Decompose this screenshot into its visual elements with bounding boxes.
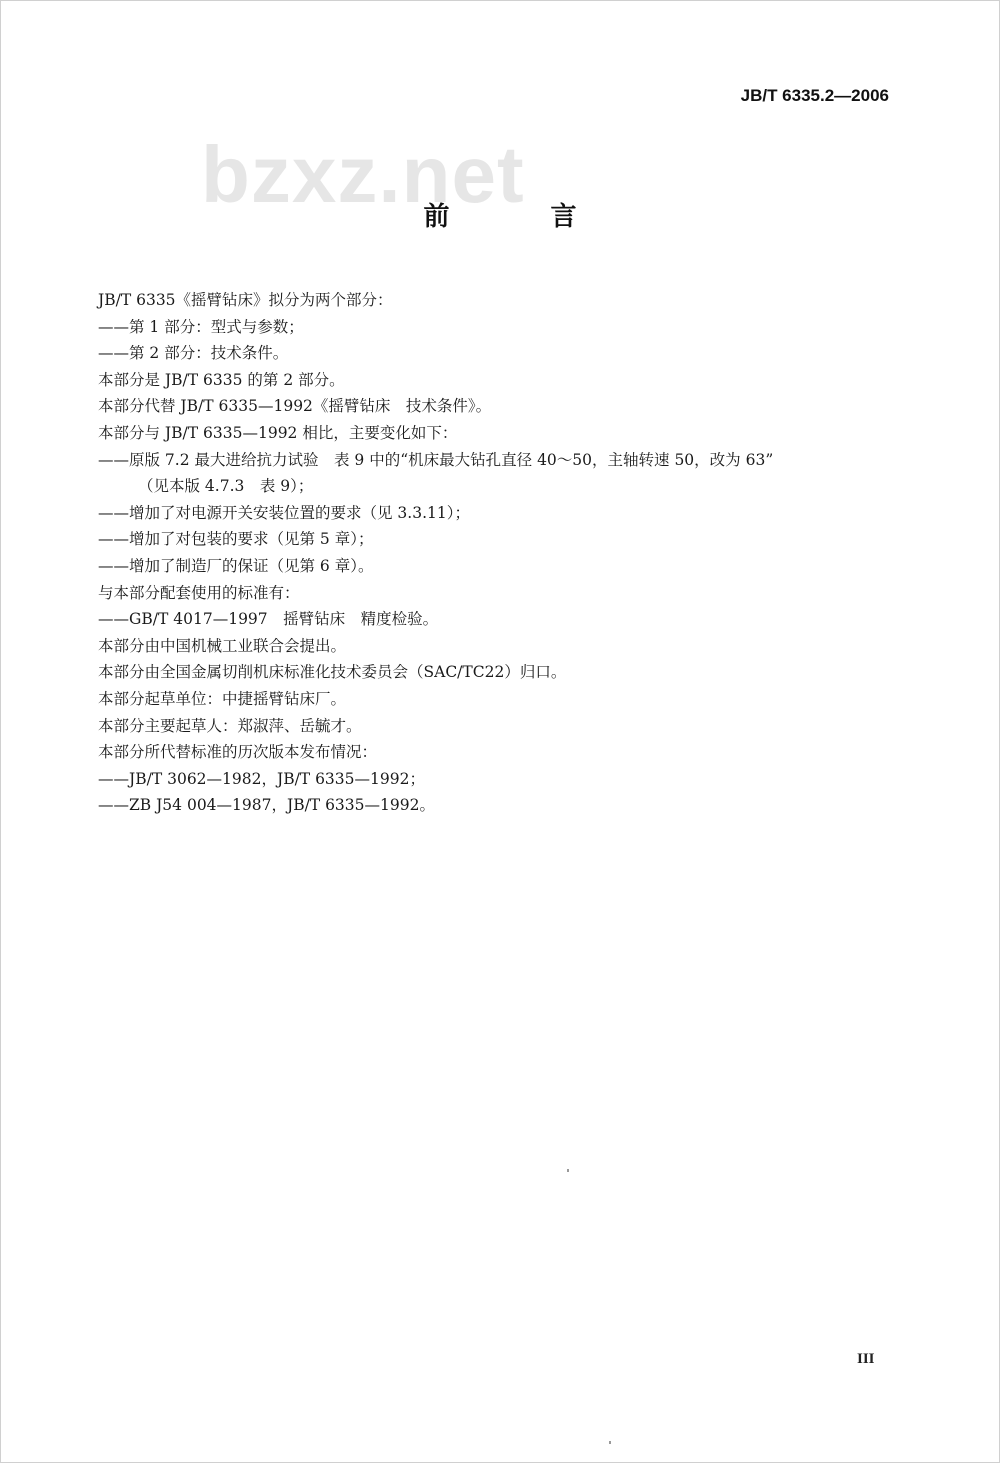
list-item-part-1: ——第 1 部分：型式与参数； xyxy=(98,317,304,336)
paragraph-under-jurisdiction: 本部分由全国金属切削机床标准化技术委员会（SAC/TC22）归口。 xyxy=(98,663,567,682)
paragraph-proposed-by: 本部分由中国机械工业联合会提出。 xyxy=(98,636,347,655)
page-number: III xyxy=(857,1351,875,1367)
paragraph-drafting-unit: 本部分起草单位：中捷摇臂钻床厂。 xyxy=(98,689,347,708)
paragraph-replaces: 本部分代替 JB/T 6335—1992《摇臂钻床 技术条件》。 xyxy=(98,397,492,416)
paragraph-previous-editions: 本部分所代替标准的历次版本发布情况： xyxy=(98,743,378,762)
scan-speck xyxy=(609,1441,611,1444)
list-item-change-3: ——增加了对包装的要求（见第 5 章）； xyxy=(98,530,374,549)
list-item-edition-2: ——ZB J54 004—1987，JB/T 6335—1992。 xyxy=(98,796,435,815)
paragraph-part-statement: 本部分是 JB/T 6335 的第 2 部分。 xyxy=(98,370,345,389)
intro-line: JB/T 6335《摇臂钻床》拟分为两个部分： xyxy=(98,291,393,309)
paragraph-drafters: 本部分主要起草人：郑淑萍、岳毓才。 xyxy=(98,716,362,735)
list-item-change-1: ——原版 7.2 最大进给抗力试验 表 9 中的“机床最大钻孔直径 40～50，主轴转速 50，改为 63” xyxy=(98,450,774,469)
paragraph-related-standards: 与本部分配套使用的标准有： xyxy=(98,583,300,602)
standard-number: JB/T 6335.2—2006 xyxy=(740,86,889,105)
list-item-change-4: ——增加了制造厂的保证（见第 6 章）。 xyxy=(98,556,374,575)
list-item-change-1-continued: （见本版 4.7.3 表 9）； xyxy=(138,477,314,496)
page-title: 前 言 xyxy=(423,202,623,232)
list-item-change-2: ——增加了对电源开关安装位置的要求（见 3.3.11）； xyxy=(98,503,470,522)
list-item-edition-1: ——JB/T 3062—1982，JB/T 6335—1992； xyxy=(98,769,425,788)
list-item-related-standard: ——GB/T 4017—1997 摇臂钻床 精度检验。 xyxy=(98,610,439,629)
scan-speck xyxy=(567,1169,569,1172)
paragraph-changes-intro: 本部分与 JB/T 6335—1992 相比，主要变化如下： xyxy=(98,423,458,442)
watermark: bzxz.net xyxy=(201,130,525,219)
list-item-part-2: ——第 2 部分：技术条件。 xyxy=(98,344,289,363)
foreword-body xyxy=(98,287,898,819)
